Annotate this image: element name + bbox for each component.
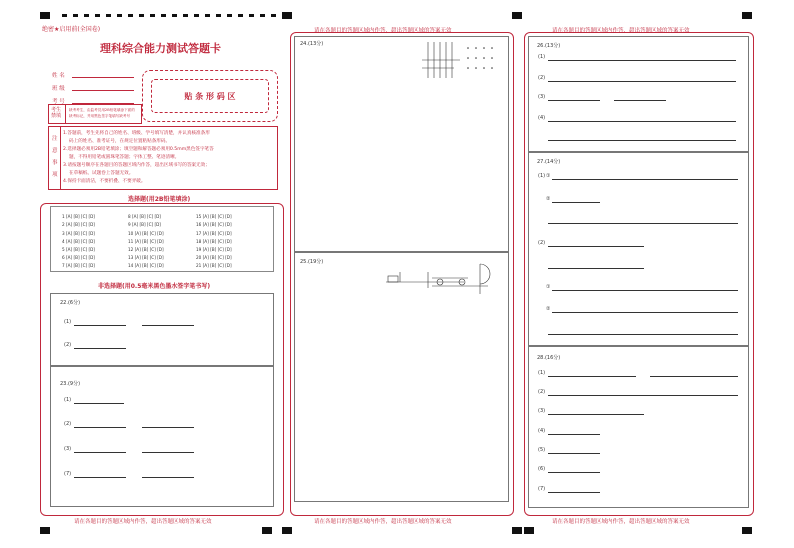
choice-item[interactable]: 10 [A] [B] [C] [D] — [128, 231, 164, 236]
q22-box — [50, 293, 274, 367]
divider — [60, 127, 61, 189]
notice-line-2: 码上的姓名、准考证号，在规定位置粘贴条形码。 — [69, 139, 171, 144]
q27-answer-1a[interactable] — [552, 179, 738, 180]
choice-item[interactable]: 4 [A] [B] [C] [D] — [62, 239, 95, 244]
notice-label: 注意事项 — [52, 136, 58, 178]
q25-track-diagram — [384, 254, 506, 298]
q26-answer-4b[interactable] — [548, 140, 736, 141]
q24-field-diagram — [420, 40, 500, 84]
divider — [65, 105, 66, 123]
timing-mark — [40, 527, 50, 534]
choice-item[interactable]: 16 [A] [B] [C] [D] — [196, 222, 232, 227]
notice-line-7: 4.保持卡面清洁，不要折叠、不要弄破。 — [63, 179, 146, 184]
q23-answer-2a[interactable] — [74, 427, 126, 428]
q28-answer-2[interactable] — [548, 395, 738, 396]
field-class-label: 班 级 — [52, 86, 65, 92]
forbidden-label: 考生禁填 — [51, 107, 62, 119]
q27-answer-2e[interactable] — [548, 334, 738, 335]
secret-label: 绝密★启用前(全国卷) — [42, 26, 101, 33]
q27-part-1: (1) — [538, 173, 546, 179]
q28-answer-1b[interactable] — [650, 376, 738, 377]
choice-item[interactable]: 5 [A] [B] [C] [D] — [62, 247, 95, 252]
q26-part-3: (3) — [538, 94, 546, 100]
timing-mark — [512, 12, 522, 19]
q28-part-7: (7) — [538, 486, 546, 492]
q27-answer-1c[interactable] — [548, 223, 738, 224]
choice-item[interactable]: 14 [A] [B] [C] [D] — [128, 263, 164, 268]
notice-line-4: 题，不得用铅笔或圆珠笔答题；字体工整、笔迹清晰。 — [69, 155, 180, 160]
q22-part-1: (1) — [64, 319, 72, 325]
q28-answer-1a[interactable] — [548, 376, 636, 377]
forbidden-text-2: 缺考标记，并用黑色签字笔填写缺考号 — [69, 114, 131, 118]
page-title: 理科综合能力测试答题卡 — [100, 42, 221, 55]
timing-track — [62, 14, 282, 17]
choice-item[interactable]: 11 [A] [B] [C] [D] — [128, 239, 164, 244]
timing-mark — [512, 527, 522, 534]
q27-answer-2b[interactable] — [548, 268, 644, 269]
choice-title: 选择题(用2B铅笔填涂) — [125, 194, 193, 203]
q27-answer-2d[interactable] — [552, 312, 738, 313]
q23-part-4: (7) — [64, 471, 72, 477]
notice-line-3: 2.选择题必须用2B铅笔填涂；填空题和解答题必须用0.5mm黑色签字笔答 — [63, 147, 214, 152]
field-name-label: 姓 名 — [52, 73, 65, 79]
q27-part-1-sub-2: ② — [546, 196, 551, 202]
q28-part-4: (4) — [538, 428, 546, 434]
q28-answer-5[interactable] — [548, 453, 600, 454]
header-notice-middle: 请在各题目的答题区域内作答，超出答题区域的答案无效 — [314, 28, 452, 34]
q26-title: 26.(13分) — [537, 43, 561, 49]
timing-mark — [742, 527, 752, 534]
barcode-label: 贴 条 形 码 区 — [151, 79, 269, 113]
q26-answer-3a[interactable] — [548, 100, 600, 101]
footer-notice-right: 请在各题目的答题区域内作答，超出答题区域的答案无效 — [552, 519, 690, 525]
q28-answer-6[interactable] — [548, 472, 600, 473]
q27-box — [528, 152, 749, 346]
q23-answer-2b[interactable] — [142, 427, 194, 428]
choice-item[interactable]: 6 [A] [B] [C] [D] — [62, 255, 95, 260]
q28-part-2: (2) — [538, 389, 546, 395]
q27-part-1-sub-1: ① — [546, 173, 551, 179]
q28-part-1: (1) — [538, 370, 546, 376]
barcode-area — [142, 70, 278, 122]
timing-mark — [282, 12, 292, 19]
q23-box — [50, 365, 274, 507]
q26-part-1: (1) — [538, 54, 546, 60]
q26-part-4: (4) — [538, 115, 546, 121]
q26-answer-4a[interactable] — [548, 121, 736, 122]
choice-item[interactable]: 13 [A] [B] [C] [D] — [128, 255, 164, 260]
nonchoice-title: 非选择题(用0.5毫米黑色墨水签字笔书写) — [98, 283, 211, 290]
timing-mark — [282, 527, 292, 534]
q22-answer-1b[interactable] — [142, 325, 194, 326]
q28-answer-7[interactable] — [548, 492, 600, 493]
q22-answer-1a[interactable] — [74, 325, 126, 326]
q23-part-1: (1) — [64, 397, 72, 403]
q26-box — [528, 36, 749, 152]
timing-mark — [524, 527, 534, 534]
q23-part-2: (2) — [64, 421, 72, 427]
field-number-label: 考 号 — [52, 99, 65, 105]
notice-line-1: 1.答题前，考生先将自己的姓名、班级、学号填写清楚，并认真核准条形 — [63, 131, 210, 136]
choice-item[interactable]: 21 [A] [B] [C] [D] — [196, 263, 232, 268]
q28-box — [528, 346, 749, 508]
q26-answer-2[interactable] — [548, 81, 736, 82]
q23-answer-4a[interactable] — [74, 477, 126, 478]
q23-answer-4b[interactable] — [142, 477, 194, 478]
class-field[interactable] — [72, 90, 134, 91]
notice-line-6: 在草稿纸、试题卷上答题无效。 — [69, 171, 134, 176]
q22-part-2: (2) — [64, 342, 72, 348]
header-notice-right: 请在各题目的答题区域内作答，超出答题区域的答案无效 — [552, 28, 690, 34]
choice-item[interactable]: 18 [A] [B] [C] [D] — [196, 239, 232, 244]
q27-answer-2[interactable] — [548, 246, 644, 247]
q27-answer-2c[interactable] — [552, 290, 738, 291]
footer-notice-left: 请在各题目的答题区域内作答，超出答题区域的答案无效 — [74, 519, 212, 525]
q27-part-2-sub-1: ① — [546, 284, 551, 290]
q26-answer-1[interactable] — [548, 60, 736, 61]
footer-notice-middle: 请在各题目的答题区域内作答，超出答题区域的答案无效 — [314, 519, 452, 525]
q28-part-6: (6) — [538, 466, 546, 472]
q23-answer-3b[interactable] — [142, 452, 194, 453]
choice-item[interactable]: 8 [A] [B] [C] [D] — [128, 214, 161, 219]
choice-item[interactable]: 20 [A] [B] [C] [D] — [196, 255, 232, 260]
q22-title: 22.(6分) — [60, 300, 81, 306]
q23-answer-1[interactable] — [74, 403, 124, 404]
choice-item[interactable]: 9 [A] [B] [C] [D] — [128, 222, 161, 227]
choice-item[interactable]: 19 [A] [B] [C] [D] — [196, 247, 232, 252]
timing-mark — [262, 527, 272, 534]
q27-answer-1b[interactable] — [552, 202, 600, 203]
choice-item[interactable]: 17 [A] [B] [C] [D] — [196, 231, 232, 236]
choice-item[interactable]: 15 [A] [B] [C] [D] — [196, 214, 232, 219]
notice-line-5: 3.请按题号顺序在各题目的答题区域内作答，超出区域书写的答案无效； — [63, 163, 210, 168]
q28-answer-4[interactable] — [548, 434, 600, 435]
forbidden-text-1: 缺考考生，由监考员用2B铅笔填涂下面的 — [69, 108, 135, 112]
choice-item[interactable]: 12 [A] [B] [C] [D] — [128, 247, 164, 252]
choice-item[interactable]: 3 [A] [B] [C] [D] — [62, 231, 95, 236]
q27-title: 27.(14分) — [537, 159, 561, 165]
q28-title: 28.(16分) — [537, 355, 561, 361]
q28-part-3: (3) — [538, 408, 546, 414]
choice-item[interactable]: 1 [A] [B] [C] [D] — [62, 214, 95, 219]
q28-part-5: (5) — [538, 447, 546, 453]
q27-part-2: (2) — [538, 240, 546, 246]
q23-part-3: (3) — [64, 446, 72, 452]
q23-title: 23.(9分) — [60, 381, 81, 387]
q26-part-2: (2) — [538, 75, 546, 81]
timing-mark — [742, 12, 752, 19]
choice-item[interactable]: 7 [A] [B] [C] [D] — [62, 263, 95, 268]
q28-answer-3[interactable] — [548, 414, 644, 415]
q24-title: 24.(13分) — [300, 41, 324, 47]
q27-part-2-sub-2: ② — [546, 306, 551, 312]
name-field[interactable] — [72, 77, 134, 78]
timing-mark — [40, 12, 50, 19]
choice-item[interactable]: 2 [A] [B] [C] [D] — [62, 222, 95, 227]
q25-title: 25.(19分) — [300, 259, 324, 265]
forbidden-box — [48, 104, 142, 124]
q22-answer-2[interactable] — [74, 348, 126, 349]
q23-answer-3a[interactable] — [74, 452, 126, 453]
q26-answer-3b[interactable] — [614, 100, 666, 101]
notice-box — [48, 126, 278, 190]
